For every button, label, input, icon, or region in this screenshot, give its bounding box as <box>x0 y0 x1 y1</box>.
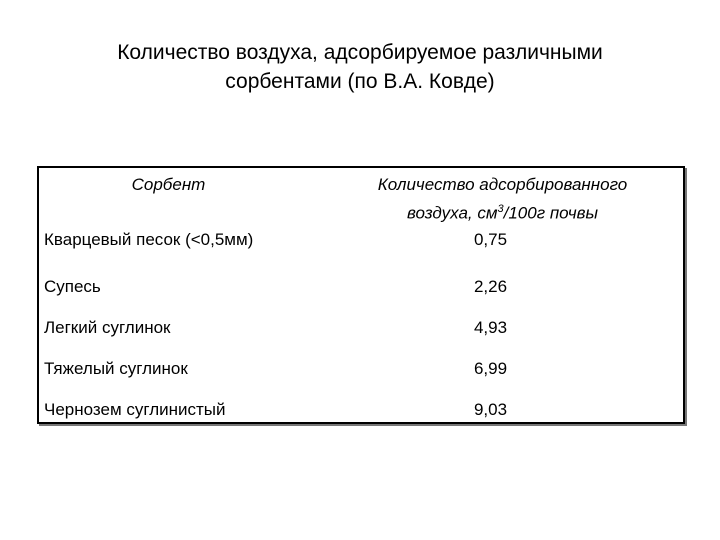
table-row <box>39 390 683 431</box>
data-table <box>39 168 683 431</box>
header-amount-line-1: Количество адсорбированного <box>377 175 628 194</box>
row-air-value: 9,03 <box>473 400 508 420</box>
table-row <box>39 267 683 308</box>
title-line-2: сорбентами (по В.А. Ковде) <box>225 70 495 93</box>
row-sorbent-name: Тяжелый суглинок <box>44 359 188 379</box>
table-row <box>39 226 683 267</box>
header-row <box>39 168 683 226</box>
header-amount-line-2-suffix: /100г почвы <box>503 203 599 223</box>
sorbent-air-table <box>37 166 685 424</box>
row-air-value: 2,26 <box>473 277 508 297</box>
table-row <box>39 308 683 349</box>
slide-title <box>0 38 720 96</box>
title-line-1: Количество воздуха, адсорбируемое различными <box>117 41 603 64</box>
row-air-value: 0,75 <box>473 229 508 249</box>
row-air-value: 6,99 <box>473 359 508 379</box>
header-sorbent: Сорбент <box>131 175 206 194</box>
header-amount-line-2-prefix: воздуха, см <box>406 203 498 223</box>
table-row <box>39 349 683 390</box>
row-sorbent-name: Легкий суглинок <box>44 318 171 338</box>
header-amount-unit-superscript: 3 <box>497 203 504 215</box>
row-sorbent-name: Супесь <box>44 277 101 297</box>
row-air-value: 4,93 <box>473 318 508 338</box>
header-amount <box>322 168 683 226</box>
row-sorbent-name: Кварцевый песок (<0,5мм) <box>44 229 254 249</box>
row-sorbent-name: Чернозем суглинистый <box>44 400 226 420</box>
